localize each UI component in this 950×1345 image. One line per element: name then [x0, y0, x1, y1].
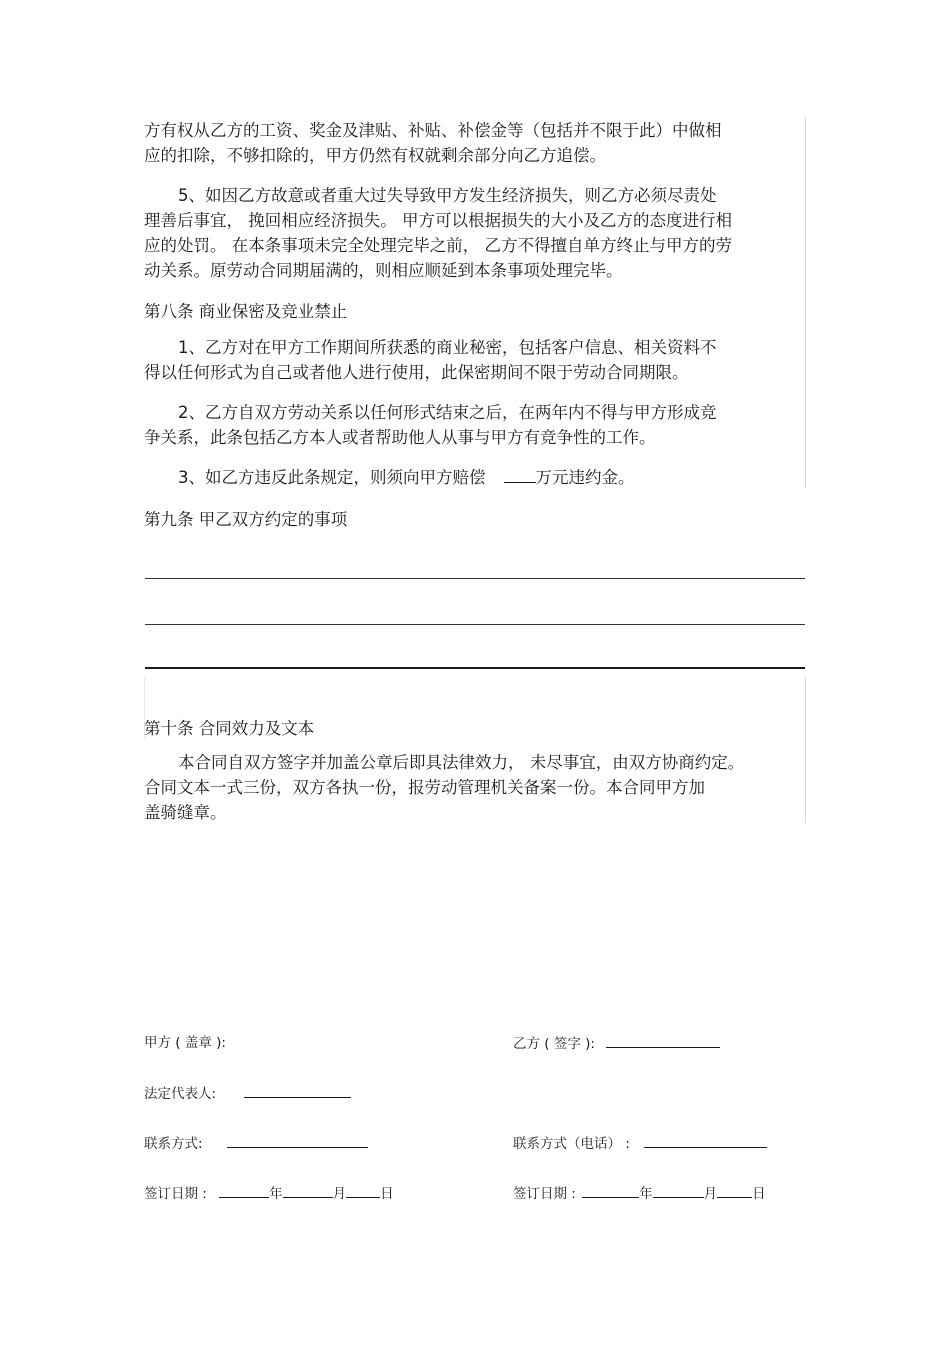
text-line: 2、乙方自双方劳动关系以任何形式结束之后，在两年内不得与甲方形成竞 [178, 403, 717, 422]
day-label: 日 [752, 1186, 766, 1202]
year-label: 年 [269, 1186, 283, 1202]
text-line: 动关系。原劳动合同期届满的，则相应顺延到本条事项处理完毕。 [144, 261, 623, 280]
text-line: 争关系，此条包括乙方本人或者帮助他人从事与甲方有竞争性的工作。 [144, 428, 656, 447]
text-line: 合同文本一式三份，双方各执一份，报劳动管理机关备案一份。本合同甲方加 [144, 778, 705, 797]
clause7-continuation [144, 118, 808, 168]
party-b-contact-label: 联系方式（电话） : [513, 1136, 630, 1152]
penalty-amount-blank[interactable] [504, 466, 536, 483]
item3-text-before: 3、如乙方违反此条规定，则须向甲方赔偿 [178, 468, 486, 487]
party-a-seal-label: 甲方 ( 盖章 ): [144, 1035, 226, 1051]
text-line: 方有权从乙方的工资、奖金及津贴、补贴、补偿金等（包括并不限于此）中做相 [144, 121, 722, 140]
clause7-item5 [144, 183, 808, 283]
party-b-day-blank[interactable] [717, 1183, 752, 1198]
party-a-contact-blank[interactable] [227, 1133, 368, 1148]
party-a-day-blank[interactable] [346, 1183, 380, 1198]
month-label: 月 [703, 1186, 718, 1202]
legal-rep-label: 法定代表人: [144, 1086, 217, 1102]
text-line: 盖骑缝章。 [144, 803, 227, 822]
item3-text-after: 万元违约金。 [535, 468, 635, 487]
text-line: 本合同自双方签字并加盖公章后即具法律效力， 未尽事宜，由双方协商约定。 [178, 753, 745, 772]
day-label: 日 [380, 1186, 394, 1202]
party-a-contact-label: 联系方式: [144, 1136, 203, 1152]
party-b-month-blank[interactable] [653, 1183, 704, 1198]
clause8-item3 [144, 465, 808, 490]
party-b-sign-date [513, 1183, 766, 1204]
agreed-items-line-3[interactable] [145, 667, 805, 669]
text-line: 应的处罚。 在本条事项未完全处理完毕之前， 乙方不得擅自单方终止与甲方的劳 [144, 236, 732, 255]
party-b-signature-label: 乙方 ( 签字 ): [513, 1036, 595, 1052]
text-line: 应的扣除，不够扣除的，甲方仍然有权就剩余部分向乙方追偿。 [144, 146, 606, 165]
clause8-heading: 第八条 商业保密及竞业禁止 [144, 302, 348, 321]
text-line: 1、乙方对在甲方工作期间所获悉的商业秘密，包括客户信息、相关资料不 [178, 338, 717, 357]
text-line [144, 465, 808, 490]
party-a-month-blank[interactable] [283, 1183, 333, 1198]
clause10-heading: 第十条 合同效力及文本 [144, 719, 315, 738]
party-a-date-label: 签订日期 : [144, 1186, 207, 1202]
clause8-item1 [144, 335, 808, 385]
text-line: 5、如因乙方故意或者重大过失导致甲方发生经济损失，则乙方必须尽责处 [178, 186, 717, 205]
party-b-year-blank[interactable] [582, 1183, 639, 1198]
party-b-contact-blank[interactable] [644, 1133, 767, 1148]
party-b-date-label: 签订日期 : [513, 1186, 576, 1202]
legal-representative [144, 1083, 351, 1104]
party-a-sign-date [144, 1183, 394, 1204]
party-b-signature-blank[interactable] [606, 1033, 720, 1048]
text-line: 理善后事宜， 挽回相应经济损失。 甲方可以根据损失的大小及乙方的态度进行相 [144, 211, 732, 230]
party-a-year-blank[interactable] [219, 1183, 269, 1198]
party-a-contact [144, 1133, 368, 1154]
agreed-items-line-2[interactable] [145, 624, 805, 625]
agreed-items-line-1[interactable] [145, 578, 805, 579]
legal-rep-blank[interactable] [244, 1083, 351, 1098]
clause9-heading: 第九条 甲乙双方约定的事项 [144, 510, 348, 529]
party-b-signature [513, 1033, 720, 1054]
clause8-item2 [144, 400, 808, 450]
clause10-body [144, 750, 808, 825]
year-label: 年 [639, 1186, 653, 1202]
text-line: 得以任何形式为自己或者他人进行使用，此保密期间不限于劳动合同期限。 [144, 363, 689, 382]
month-label: 月 [332, 1186, 347, 1202]
party-b-contact [513, 1133, 767, 1154]
